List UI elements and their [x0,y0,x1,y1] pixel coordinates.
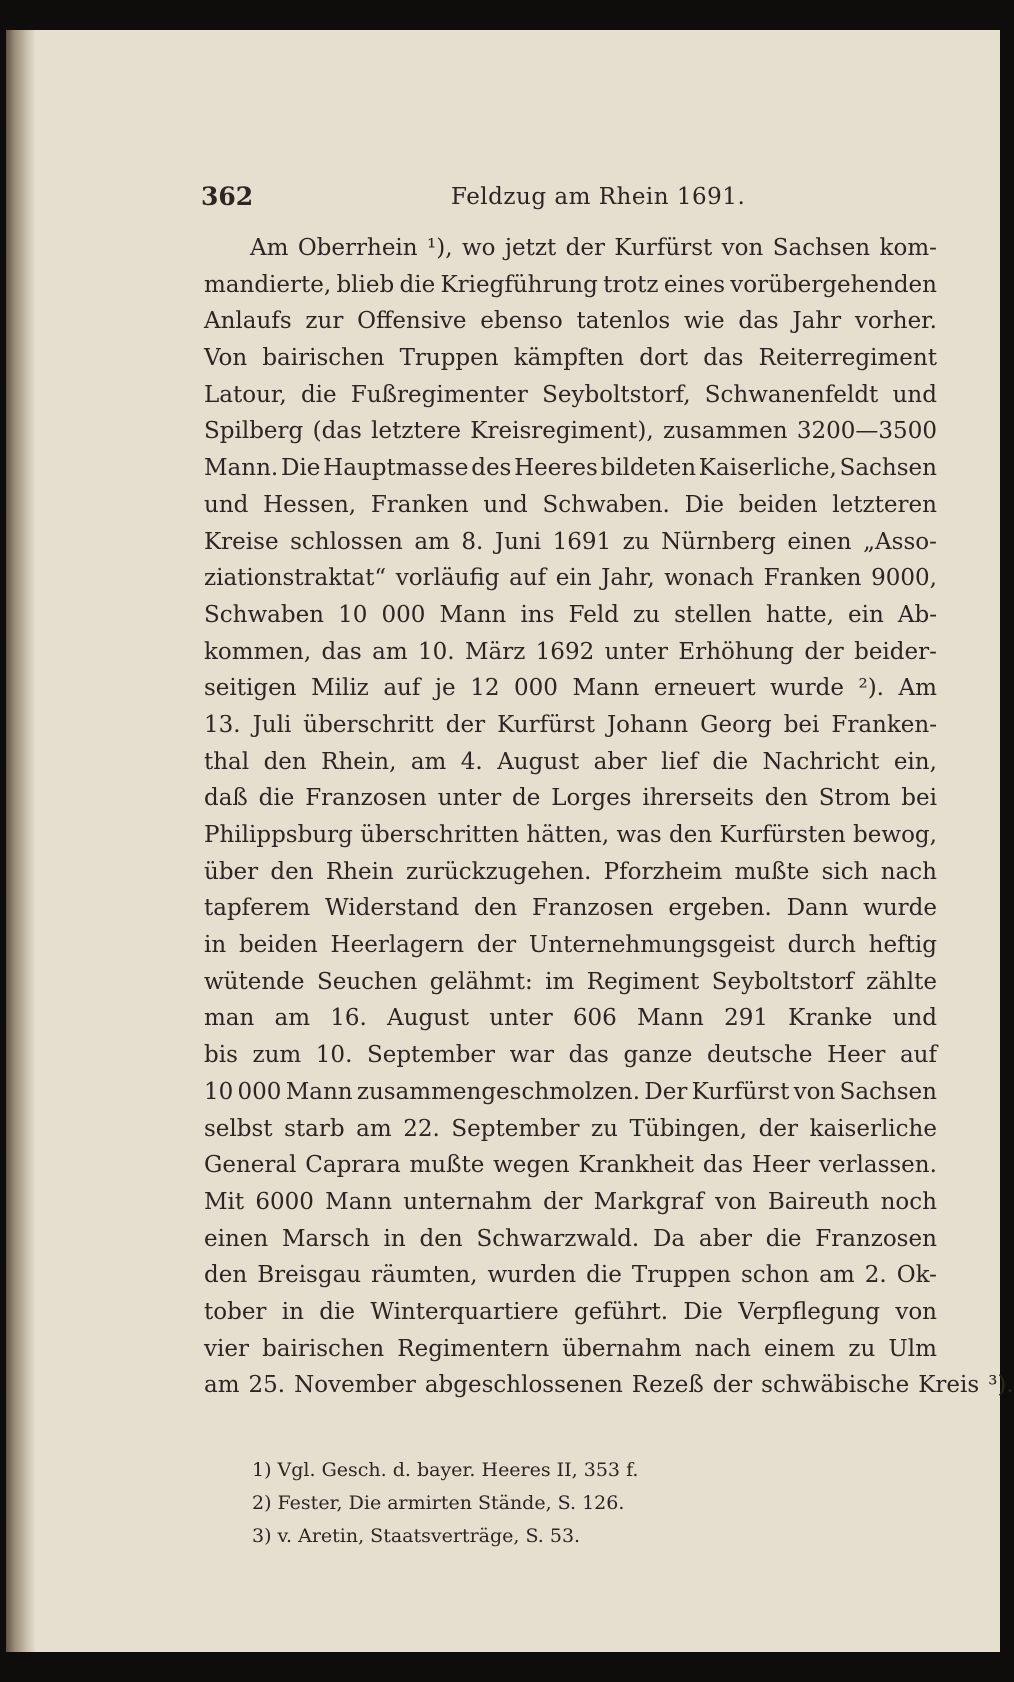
text-line: 10 000 Mann zusammengeschmolzen. Der Kurfürst von Sachsen [204,1078,937,1105]
page-header [201,182,936,222]
text-line: Latour, die Fußregimenter Seyboltstorf, Schwanenfeldt und [204,381,937,408]
text-line: 13. Juli überschritt der Kurfürst Johann Georg bei Franken- [204,711,937,738]
book-page [6,30,1014,1652]
footnote: 2) Fester, Die armirten Stände, S. 126. [252,1492,625,1514]
page-number: 362 [201,182,254,211]
text-line: Kreise schlossen am 8. Juni 1691 zu Nürnberg einen „Asso- [204,528,937,555]
text-line: und Hessen, Franken und Schwaben. Die beiden letzteren [204,491,937,518]
text-line: daß die Franzosen unter de Lorges ihrerseits den Strom bei [204,785,937,812]
text-line: tober in die Winterquartiere geführt. Die Verpflegung von [204,1298,937,1325]
text-line: mandierte, blieb die Kriegführung trotz eines vorübergehenden [204,271,937,298]
text-line: man am 16. August unter 606 Mann 291 Kranke und [204,1005,937,1032]
running-title: Feldzug am Rhein 1691. [451,184,746,210]
text-line: einen Marsch in den Schwarzwald. Da aber die Franzosen [204,1225,937,1252]
text-line: bis zum 10. September war das ganze deutsche Heer auf [204,1042,937,1069]
text-line: den Breisgau räumten, wurden die Truppen schon am 2. Ok- [204,1262,937,1289]
text-line: Mann. Die Hauptmasse des Heeres bildeten Kaiserliche, Sachsen [204,455,937,482]
text-line: thal den Rhein, am 4. August aber lief die Nachricht ein, [204,748,937,775]
page-gutter-shadow [6,30,36,1652]
text-line: ziationstraktat“ vorläufig auf ein Jahr, wonach Franken 9000, [204,565,937,592]
footnote: 1) Vgl. Gesch. d. bayer. Heeres II, 353 f. [252,1459,639,1481]
text-line: Mit 6000 Mann unternahm der Markgraf von Baireuth noch [204,1188,937,1215]
text-line: Von bairischen Truppen kämpften dort das Reiterregiment [204,345,937,372]
text-line: über den Rhein zurückzugehen. Pforzheim mußte sich nach [204,858,937,885]
text-line: kommen, das am 10. März 1692 unter Erhöhung der beider- [204,638,937,665]
text-line: Anlaufs zur Offensive ebenso tatenlos wie das Jahr vorher. [204,308,937,335]
text-line: selbst starb am 22. September zu Tübingen, der kaiserliche [204,1115,937,1142]
scan-border-bottom [0,1652,1000,1682]
text-line: tapferem Widerstand den Franzosen ergeben. Dann wurde [204,895,937,922]
text-line: vier bairischen Regimentern übernahm nach einem zu Ulm [204,1335,937,1362]
text-line: Spilberg (das letztere Kreisregiment), zusammen 3200—3500 [204,418,937,445]
footnotes [252,1454,952,1553]
body-text [204,230,1014,1404]
text-line: Philippsburg überschritten hätten, was den Kurfürsten bewog, [204,822,937,848]
footnote: 3) v. Aretin, Staatsverträge, S. 53. [252,1525,581,1547]
text-line: Am Oberrhein ¹), wo jetzt der Kurfürst von Sachsen kom- [250,235,937,261]
text-line: am 25. November abgeschlossenen Rezeß der schwäbische Kreis ³). [204,1372,1014,1399]
text-line: in beiden Heerlagern der Unternehmungsgeist durch heftig [204,932,937,959]
text-line: General Caprara mußte wegen Krankheit das Heer verlassen. [204,1152,937,1179]
text-line: seitigen Miliz auf je 12 000 Mann erneuert wurde ²). Am [204,675,937,702]
text-line: wütende Seuchen gelähmt: im Regiment Seyboltstorf zählte [204,968,937,995]
text-line: Schwaben 10 000 Mann ins Feld zu stellen hatte, ein Ab- [204,601,937,628]
